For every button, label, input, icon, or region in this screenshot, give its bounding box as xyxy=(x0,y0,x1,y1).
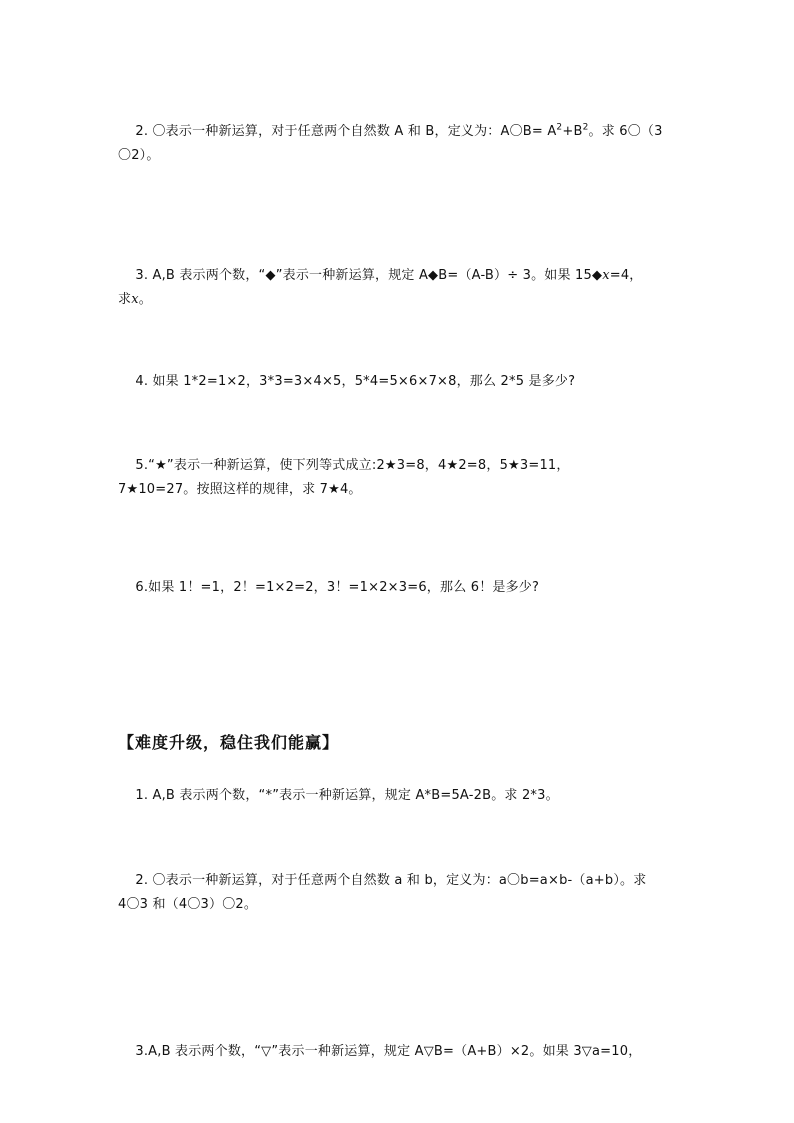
adv-q3-text: 3.A,B 表示两个数，“▽”表示一种新运算，规定 A▽B=（A+B）×2。如果 3▽a=10， xyxy=(135,1044,642,1059)
adv-q2-line1: 2. 〇表示一种新运算，对于任意两个自然数 a 和 b，定义为：a〇b=a×b-（a+b）。求 xyxy=(135,873,647,888)
q2-line2: 〇2）。 xyxy=(118,148,160,163)
q2-line1-post: 。求 6〇（3 xyxy=(588,124,663,139)
q3-line2-post: 。 xyxy=(138,292,152,307)
q6-text: 6.如果 1！=1，2！=1×2=2，3！=1×2×3=6，那么 6！是多少? xyxy=(135,580,540,595)
q5-line1: 5.“★”表示一种新运算，使下列等式成立:2★3=8，4★2=8，5★3=11， xyxy=(135,458,570,473)
q3-line1-pre: 3. A,B 表示两个数，“◆”表示一种新运算，规定 A◆B=（A-B）÷ 3。如果 15◆ xyxy=(135,268,603,283)
question-2-circle-op xyxy=(118,96,678,192)
question-4-star-product xyxy=(118,346,678,418)
adv-q2-line2: 4〇3 和（4〇3）〇2。 xyxy=(118,897,258,912)
advanced-question-1 xyxy=(118,760,678,832)
q2-mid: +B xyxy=(562,124,583,139)
q2-sup2: 2 xyxy=(582,122,589,133)
adv-q1-text: 1. A,B 表示两个数，“*”表示一种新运算，规定 A*B=5A-2B。求 2*3。 xyxy=(135,788,559,803)
q3-line2-pre: 求 xyxy=(118,292,132,307)
q4-text: 4. 如果 1*2=1×2，3*3=3×4×5，5*4=5×6×7×8，那么 2*5 是多少? xyxy=(135,374,576,389)
advanced-question-3 xyxy=(118,1016,678,1088)
q2-sup1: 2 xyxy=(556,122,563,133)
q5-line2: 7★10=27。按照这样的规律，求 7★4。 xyxy=(118,482,362,497)
q2-line1-pre: 2. 〇表示一种新运算，对于任意两个自然数 A 和 B，定义为：A〇B= A xyxy=(135,124,557,139)
q3-var2: x xyxy=(131,292,139,307)
q3-line1-post: =4， xyxy=(609,268,643,283)
question-5-star-op xyxy=(118,430,678,526)
q3-var1: x xyxy=(602,268,610,283)
question-3-diamond-op xyxy=(118,240,678,336)
question-6-factorial xyxy=(118,552,678,624)
advanced-question-2 xyxy=(118,845,678,941)
section-heading-advanced: 【难度升级，稳住我们能赢】 xyxy=(118,733,340,752)
